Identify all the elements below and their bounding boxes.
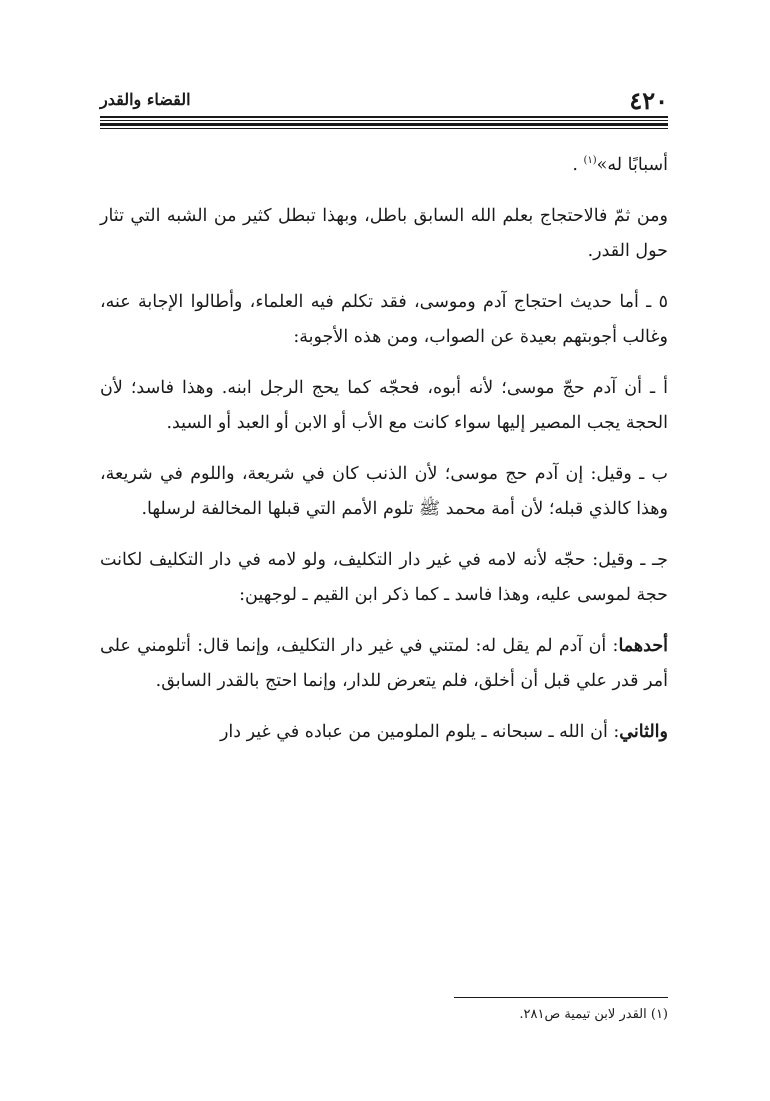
footnote: (١) القدر لابن تيمية ص٢٨١. — [519, 1007, 668, 1022]
page-header — [100, 88, 668, 114]
running-title: القضاء والقدر — [100, 90, 191, 109]
lead-word: أحدهما — [618, 636, 668, 656]
paragraph: أحدهما: أن آدم لم يقل له: لمتني في غير دار التكليف، وإنما قال: أتلومني على أمر قدر علي قبل أن أخلق، فلم يتعرض للدار، وإنما احتج بالقدر السابق. — [100, 636, 668, 691]
paragraph: جـ ـ وقيل: حجّه لأنه لامه في غير دار التكليف، ولو لامه في دار التكليف لكانت حجة لموسى عليه، وهذا فاسد ـ كما ذكر ابن القيم ـ لوجهين: — [100, 550, 668, 605]
header-rule — [100, 128, 668, 129]
paragraph: ب ـ وقيل: إن آدم حج موسى؛ لأن الذنب كان في شريعة، واللوم في شريعة، وهذا كالذي قبله؛ لأن أمة محمد ﷺ تلوم الأمم التي قبلها المخالفة لرسلها. — [100, 464, 668, 519]
paragraph: أسبابًا له»$^{(١)}$ . — [572, 155, 668, 175]
header-rule — [100, 116, 668, 118]
header-rule — [100, 120, 668, 121]
footnote-marker[interactable]: (١) — [583, 155, 597, 167]
lead-word: والثاني — [619, 722, 668, 742]
body-text — [100, 148, 668, 766]
footnote-rule — [454, 997, 668, 998]
paragraph: أ ـ أن آدم حجّ موسى؛ لأنه أبوه، فحجّه كما يحج الرجل ابنه. وهذا فاسد؛ لأن الحجة يجب المصير إليها سواء كانت مع الأب أو الابن أو العبد أو السيد. — [100, 378, 668, 433]
paragraph: والثاني: أن الله ـ سبحانه ـ يلوم الملومين من عباده في غير دار — [219, 722, 668, 742]
paragraph: ٥ ـ أما حديث احتجاج آدم وموسى، فقد تكلم فيه العلماء، وأطالوا الإجابة عنه، وغالب أجوبتهم بعيدة عن الصواب، ومن هذه الأجوبة: — [100, 292, 668, 347]
paragraph: ومن ثمّ فالاحتجاج بعلم الله السابق باطل، وبهذا تبطل كثير من الشبه التي تثار حول القدر. — [100, 206, 668, 261]
page-number: ٤٢٠ — [629, 86, 668, 115]
header-rule — [100, 123, 668, 126]
